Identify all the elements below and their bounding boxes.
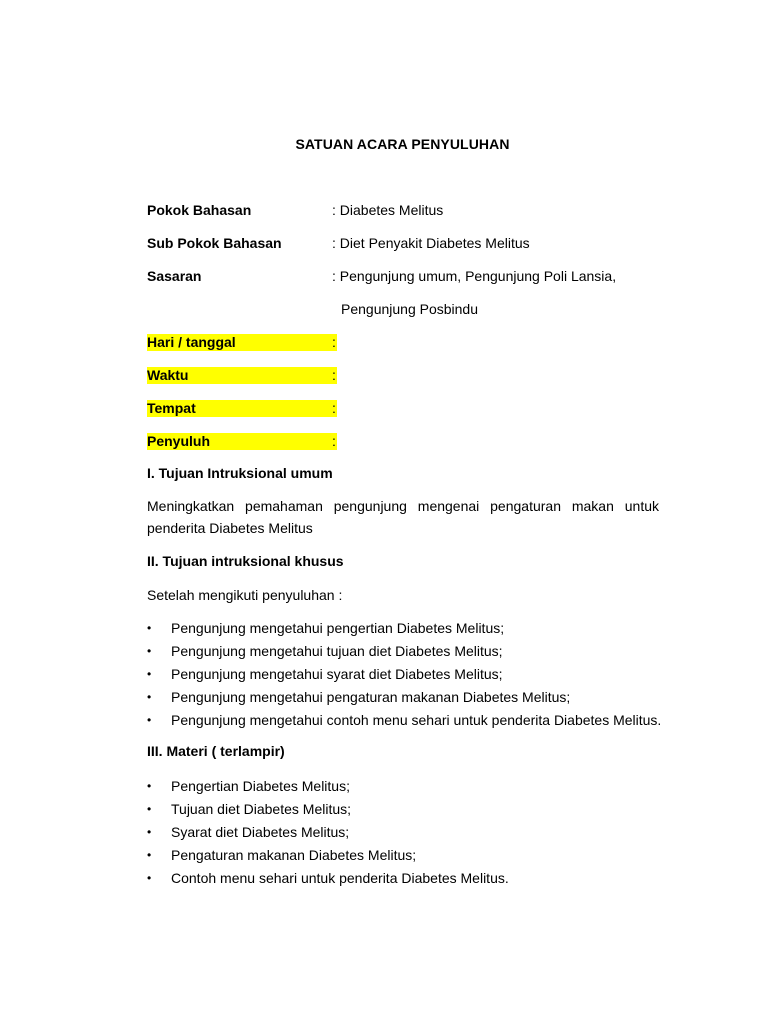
list-item-text: Pengunjung mengetahui contoh menu sehari untuk penderita Diabetes Melitus.	[171, 712, 662, 728]
info-label-hari-tanggal: Hari / tanggal	[147, 334, 236, 350]
info-value-sub-pokok-bahasan: : Diet Penyakit Diabetes Melitus	[332, 235, 530, 251]
document-title: SATUAN ACARA PENYULUHAN	[295, 136, 510, 152]
info-label-pokok-bahasan: Pokok Bahasan	[147, 202, 252, 218]
info-value-sasaran-continued: Pengunjung Posbindu	[341, 301, 479, 317]
list-item-text: Pengunjung mengetahui tujuan diet Diabetes Melitus;	[171, 643, 503, 659]
list-item-text: Pengunjung mengetahui pengaturan makanan Diabetes Melitus;	[171, 689, 571, 705]
info-value-sasaran: : Pengunjung umum, Pengunjung Poli Lansia,	[332, 268, 617, 284]
list-item-text: Pengaturan makanan Diabetes Melitus;	[171, 847, 417, 863]
section-1-text: Meningkatkan pemahaman pengunjung mengenai pengaturan makan untuk penderita Diabetes Melitus	[147, 498, 659, 536]
bullet-icon: •	[147, 825, 152, 839]
section-2-heading: II. Tujuan intruksional khusus	[147, 553, 344, 569]
bullet-icon: •	[147, 779, 152, 793]
section-1-heading: I. Tujuan Intruksional umum	[147, 465, 333, 481]
bullet-icon: •	[147, 644, 152, 658]
list-item-text: Pengunjung mengetahui syarat diet Diabetes Melitus;	[171, 666, 503, 682]
bullet-icon: •	[147, 848, 152, 862]
info-value-tempat: :	[332, 400, 336, 416]
info-value-pokok-bahasan: : Diabetes Melitus	[332, 202, 444, 218]
bullet-icon: •	[147, 621, 152, 635]
section-2-intro: Setelah mengikuti penyuluhan :	[147, 587, 343, 603]
bullet-icon: •	[147, 690, 152, 704]
info-value-hari-tanggal: :	[332, 334, 336, 350]
list-item-text: Tujuan diet Diabetes Melitus;	[171, 801, 352, 817]
bullet-icon: •	[147, 667, 152, 681]
info-value-penyuluh: :	[332, 433, 336, 449]
section-3-heading: III. Materi ( terlampir)	[147, 743, 285, 759]
info-value-waktu: :	[332, 367, 336, 383]
info-label-penyuluh: Penyuluh	[147, 433, 211, 449]
info-label-waktu: Waktu	[147, 367, 189, 383]
list-item-text: Pengertian Diabetes Melitus;	[171, 778, 350, 794]
info-label-sub-pokok-bahasan: Sub Pokok Bahasan	[147, 235, 282, 251]
list-item-text: Pengunjung mengetahui pengertian Diabetes Melitus;	[171, 620, 505, 636]
bullet-icon: •	[147, 871, 152, 885]
bullet-icon: •	[147, 802, 152, 816]
info-label-tempat: Tempat	[147, 400, 196, 416]
info-label-sasaran: Sasaran	[147, 268, 202, 284]
list-item-text: Contoh menu sehari untuk penderita Diabetes Melitus.	[171, 870, 509, 886]
list-item-text: Syarat diet Diabetes Melitus;	[171, 824, 350, 840]
bullet-icon: •	[147, 713, 152, 727]
